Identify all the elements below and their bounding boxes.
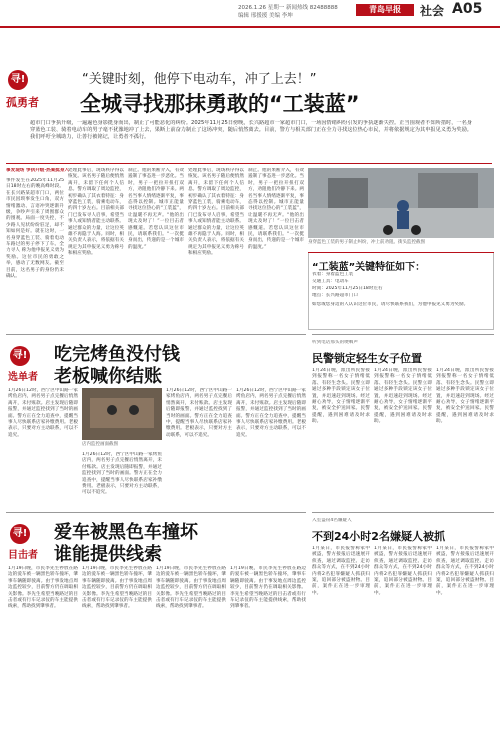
- story5-col3: 1月某日，市民报警称家中被盗，警方接报后迅速展开侦查，通过调取监控、走访群众等方式，在不到24小时内将2名犯罪嫌疑人抓获归案，追回部分被盗财物。目前，案件正在进一步审理中。: [436, 546, 494, 596]
- story4-headline: 民警锁定轻生女子位置: [312, 352, 422, 365]
- story3-col1: 1月19日晚，市民李先生停放在路边的爱车被一辆黑色轿车撞坏，肇事车辆随即驶离。由于事发地点周边监控较少，目前警方仍在调取相关影像。李先生希望当晚路过的目击者或有行车记录仪的车主能提供线索，帮助找到肇事者。: [8, 566, 78, 610]
- story1-kicker: 孤勇者: [6, 96, 39, 109]
- story1-headline: 全城寻找那抹勇敢的“工装蓝”: [80, 92, 360, 116]
- story3-col3: 1月19日晚，市民李先生停放在路边的爱车被一辆黑色轿车撞坏，肇事车辆随即驶离。由于事发地点周边监控较少，目前警方仍在调取相关影像。李先生希望当晚路过的目击者或有行车记录仪的车主能提供线索，帮助找到肇事者。: [156, 566, 226, 610]
- divider: [6, 334, 306, 335]
- story4-col3: 1月24日晚，派出所民警接到报警称一名女子情绪低落、有轻生念头。民警立即通过多种手段锁定该女子位置，并迅速赶到现场。经过耐心劝导，女子情绪逐渐平复，被安全护送回家。民警提醒，遇到困难请及时求助。: [436, 368, 494, 425]
- story2-tag: 寻!: [10, 346, 30, 366]
- story2-kicker: 选单者: [8, 372, 38, 383]
- divider: [6, 512, 306, 513]
- story2-col3: 1月26日12时，西宁区中山路一家烤鱼店内，两名男子点完餐后悄然离开，未付账款。店主发现后随即报警，并通过监控找到了当时的画面。警方正在全力追查中，提醒当事人尽快联系店家补缴费用。老板表示，只要对方主动联系，可以不追究。: [166, 388, 232, 438]
- page-header: [0, 0, 500, 26]
- header-rule: [0, 26, 500, 28]
- divider: [312, 512, 494, 513]
- feature-item: 地点：长兴路超市门口: [312, 293, 358, 298]
- story1-quote: “关键时刻，他停下电动车，冲了上去！”: [82, 72, 317, 87]
- story1-col4: 处理此事后，现场秩序得以恢复。该名男子随后便悄然离开，未留下任何个人信息。警方调取了周边监控，初步确认了其衣着特征：身穿蓝色工装，骑乘电动车，约四十岁左右。目前相关部门已发布寻人启事，希望当事人或知情者能主动联系。通过群众的力量，让这位英雄不再隐于人海。同时，相关负责人表示，将依据有关规定为其申报见义勇为称号和相应奖励。: [188, 168, 244, 257]
- story4-col2: 1月24日晚，派出所民警接到报警称一名女子情绪低落、有轻生念头。民警立即通过多种手段锁定该女子位置，并迅速赶到现场。经过耐心劝导，女子情绪逐渐平复，被安全护送回家。民警提醒，遇到困难请及时求助。: [374, 368, 432, 425]
- story2-photo-caption: 店内监控画面截图: [82, 442, 118, 447]
- story3-kicker: 目击者: [8, 550, 38, 561]
- story3-col4: 1月19日晚，市民李先生停放在路边的爱车被一辆黑色轿车撞坏，肇事车辆随即驶离。由于事发地点周边监控较少，目前警方仍在调取相关影像。李先生希望当晚路过的目击者或有行车记录仪的车主能提供线索，帮助找到肇事者。: [230, 566, 306, 610]
- story1-section-title: 事发现场 争执升级·热案挺身入: [6, 168, 70, 173]
- story5-headline: 不到24小时2名嫌疑人被抓: [312, 530, 445, 543]
- feature-item: 衣着：身着蓝色工装: [312, 272, 354, 277]
- header-editor: 编辑 邢援援 美编 李坤: [238, 13, 293, 19]
- story2-photo: [82, 388, 162, 440]
- restaurant-cctv-image: [82, 388, 162, 440]
- story1-lede: 超市门口争执升级，一遍遍色身影挺身而出，制止了可能恶化的纠纷。2025年11月25日傍晚，长兴路超市一家超市门口，一场因情绪纠纷引发的争执逐渐失控。正当围观者不知所措时，一名身穿蓝色工装、骑着电动车的男子毫不犹豫地冲了上去，果断上前奋力制止了这场冲突，随后悄然离去。目前，警方与相关部门正在全力寻找这位热心市民，并将依据规定为其申报见义勇为奖励。我们呼吁全城助力，让善行被铭记，让勇者不孤行。: [30, 120, 472, 140]
- story2-col4: 1月26日12时，西宁区中山路一家烤鱼店内，两名男子点完餐后悄然离开，未付账款。店主发现后随即报警，并通过监控找到了当时的画面。警方正在全力追查中，提醒当事人尽快联系店家补缴费用。老板表示，只要对方主动联系，可以不追究。: [236, 388, 306, 438]
- story5-col1: 1月某日，市民报警称家中被盗，警方接报后迅速展开侦查，通过调取监控、走访群众等方式，在不到24小时内将2名犯罪嫌疑人抓获归案，追回部分被盗财物。目前，案件正在进一步审理中。: [312, 546, 370, 596]
- story5-kicker: 入室盗窃4名嫌疑人: [312, 518, 352, 523]
- section-name: 社会: [420, 4, 445, 18]
- story2-col2: 1月26日12时，西宁区中山路一家烤鱼店内，两名男子点完餐后悄然离开，未付账款。店主发现后随即报警，并通过监控找到了当时的画面。警方正在全力追查中，提醒当事人尽快联系店家补缴费用。老板表示，只要对方主动联系，可以不追究。: [82, 452, 162, 496]
- story2-col1: 1月26日12时，西宁区中山路一家烤鱼店内，两名男子点完餐后悄然离开，未付账款。店主发现后随即报警，并通过监控找到了当时的画面。警方正在全力追查中，提醒当事人尽快联系店家补缴费用。老板表示，只要对方主动联系，可以不追究。: [8, 388, 78, 438]
- story1-divider: [6, 163, 492, 164]
- story3-headline-1: 爱车被黑色车撞坏: [54, 522, 198, 543]
- divider: [312, 334, 494, 335]
- page-number: A05: [452, 1, 483, 17]
- story3-col2: 1月19日晚，市民李先生停放在路边的爱车被一辆黑色轿车撞坏，肇事车辆随即驶离。由于事发地点周边监控较少，目前警方仍在调取相关影像。李先生希望当晚路过的目击者或有行车记录仪的车主能提供线索，帮助找到肇事者。: [82, 566, 152, 610]
- story3-headline-2: 谁能提供线索: [54, 544, 162, 565]
- story1-col2: 处理此事后，现场秩序得以恢复。该名男子随后便悄然离开，未留下任何个人信息。警方调取了周边监控，初步确认了其衣着特征：身穿蓝色工装，骑乘电动车，约四十岁左右。目前相关部门已发布寻人启事，希望当事人或知情者能主动联系。通过群众的力量，让这位英雄不再隐于人海。同时，相关负责人表示，将依据有关规定为其申报见义勇为称号和相应奖励。: [68, 168, 124, 257]
- story2-headline-2: 老板喊你结账: [54, 366, 162, 387]
- street-scene-image: [308, 168, 494, 238]
- story1-col5: 制止。他的果断介入，有效遏制了事态进一步恶化。当时，男子一把拉开扭打双方，劝阻他们冷静下来。两名当事人情绪逐渐平复，事态得以控制。城市正能量 寻找这位热心的“工装蓝”，让温暖不再无声。“他的出现太及时了！”一位目击者感慨道。若您认识这位市民，请联系我们。“一次挺身而出，传递的是一个城市的温度。”: [248, 168, 304, 250]
- header-date: 2026.1.26 星期一 新闻热线 82488888: [238, 5, 338, 11]
- story1-col1: 事件发生在2025年11月25日18时左右的晚高峰时段。在长兴路某超市门口，两位市民因琐事发生口角，双方情绪激动、言语冲突逐渐升级，争吵声引来了周围群众的围观。局面一度失控，不少路人见状纷纷驻足，却不知如何是好。就在这时，一名身穿蓝色工装、骑着电动车路过的男子停下了车。全力寻人 称为他申报见义勇为奖励。这位市民的勇敢之举，感动了无数网友。截至目前，这名男子的身份仍未确认。: [6, 178, 64, 280]
- story4-kicker: 听到电话那头的哽咽声: [312, 340, 358, 345]
- story1-photo: [308, 168, 494, 238]
- newspaper-logo: 青岛早报: [356, 4, 414, 16]
- feature-item: 交通工具：电动车: [312, 279, 349, 284]
- story5-col2: 1月某日，市民报警称家中被盗，警方接报后迅速展开侦查，通过调取监控、走访群众等方式，在不到24小时内将2名犯罪嫌疑人抓获归案，追回部分被盗财物。目前，案件正在进一步审理中。: [374, 546, 432, 596]
- story1-photo-caption: 身穿蓝色工装的男子制止纠纷，冲上前劝阻。街头监控截图: [308, 240, 425, 245]
- story1-col3: 制止。他的果断介入，有效遏制了事态进一步恶化。当时，男子一把拉开扭打双方，劝阻他们冷静下来。两名当事人情绪逐渐平复，事态得以控制。城市正能量 寻找这位热心的“工装蓝”，让温暖不再无声。“他的出现太及时了！”一位目击者感慨道。若您认识这位市民，请联系我们。“一次挺身而出，传递的是一个城市的温度。”: [128, 168, 184, 250]
- story1-tag: 寻!: [8, 70, 28, 90]
- story3-tag: 寻!: [10, 524, 30, 544]
- story4-col1: 1月24日晚，派出所民警接到报警称一名女子情绪低落、有轻生念头。民警立即通过多种手段锁定该女子位置，并迅速赶到现场。经过耐心劝导，女子情绪逐渐平复，被安全护送回家。民警提醒，遇到困难请及时求助。: [312, 368, 370, 425]
- feature-note: 如您或您身边的人认识这位市民，请尽快联系我们，为他申报见义勇为奖励。: [312, 302, 469, 307]
- feature-item: 时间：2025年11月25日18时左右: [312, 286, 383, 291]
- story2-headline-1: 吃完烤鱼没付钱: [54, 344, 180, 365]
- feature-box-title: “工装蓝”关键特征如下：: [312, 262, 426, 273]
- feature-box-rule: [308, 252, 494, 253]
